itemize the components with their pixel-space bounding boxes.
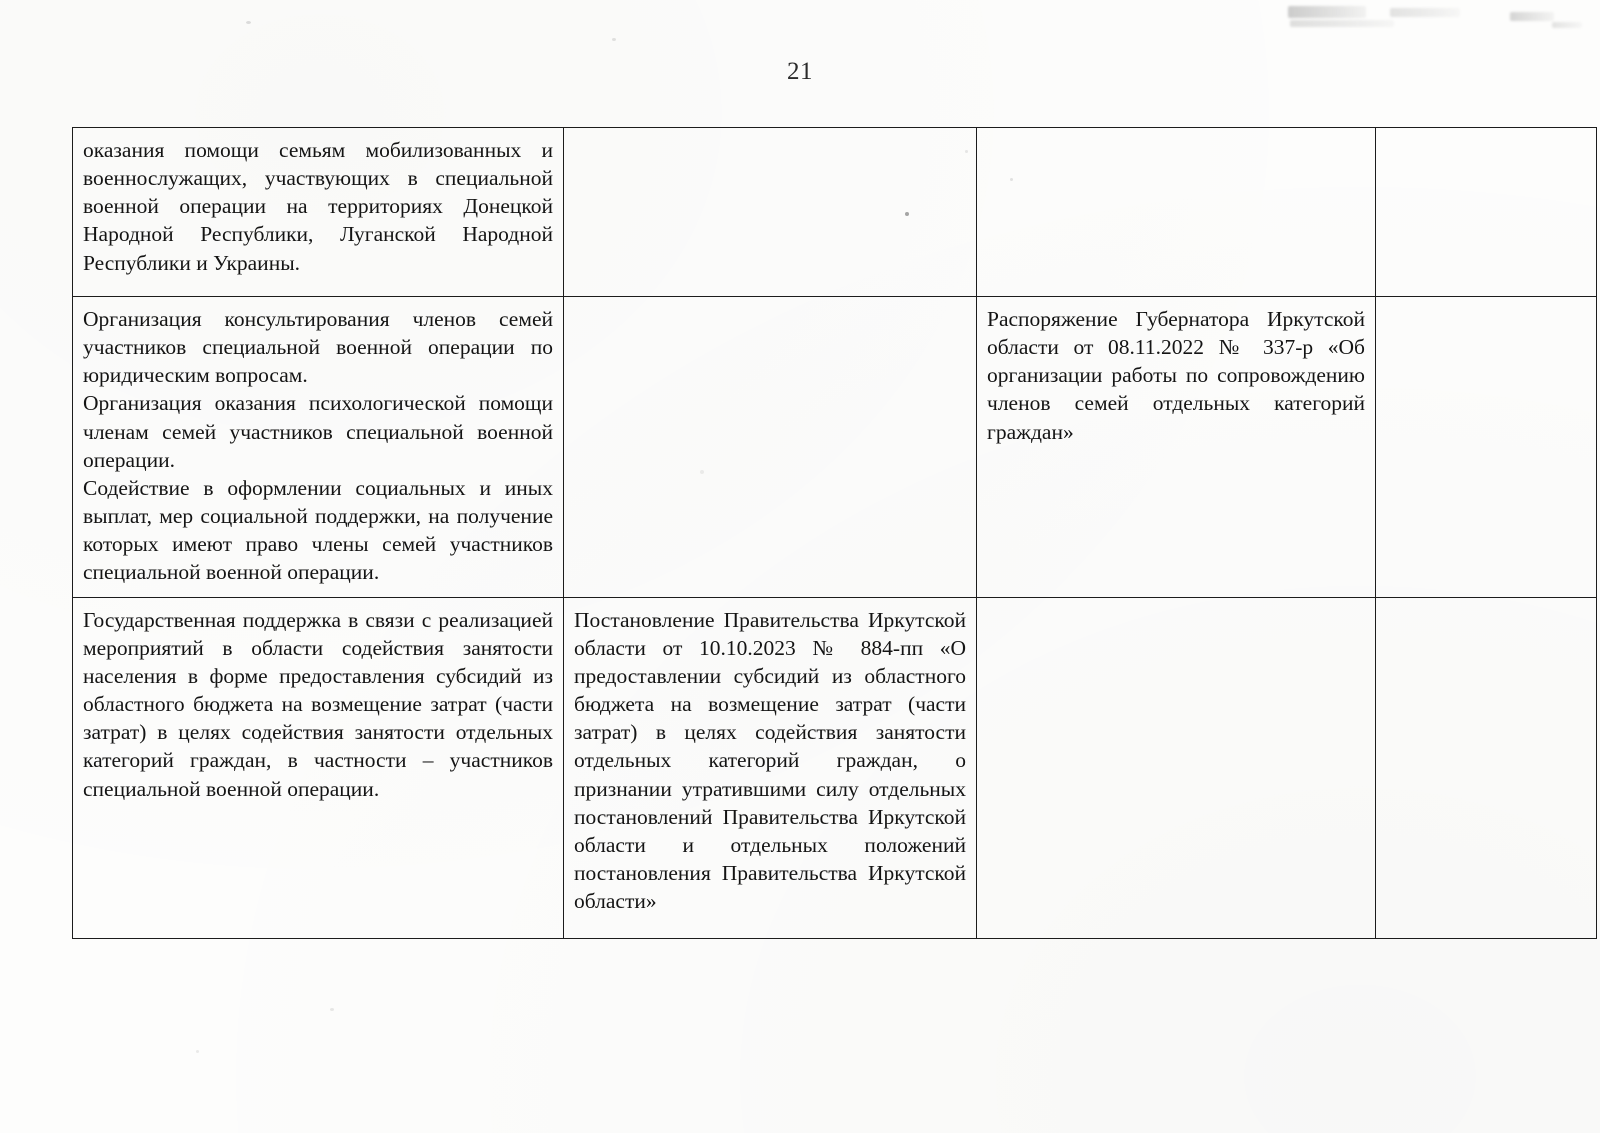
scan-speck <box>612 38 616 41</box>
cell-paragraph: Организация консультирования членов семей участников специальной военной операции по юридическим вопросам. <box>83 307 553 388</box>
table-cell-measure <box>73 297 564 598</box>
scan-smudge <box>1290 20 1394 27</box>
table-cell-measure <box>73 597 564 938</box>
scan-speck <box>196 1050 199 1053</box>
cell-paragraph: оказания помощи семьям мобилизованных и военнослужащих, участвующих в специальной военной операции на территориях Донецкой Народной Республики, Луганской Народной Республики и Украины. <box>83 138 553 275</box>
table-row <box>73 297 1597 598</box>
table-cell-regional-act <box>977 297 1376 598</box>
document-table <box>72 127 1597 939</box>
scan-smudge <box>1390 8 1460 17</box>
scan-smudge <box>1510 12 1554 21</box>
scan-smudge <box>1288 6 1366 18</box>
table-cell-note <box>1376 128 1597 297</box>
table-cell-regional-act <box>977 597 1376 938</box>
cell-paragraph: Организация оказания психологической помощи членам семей участников специальной военной операции. <box>83 391 553 472</box>
cell-paragraph: Содействие в оформлении социальных и иных выплат, мер социальной поддержки, на получение которых имеют право члены семей участников специальной военной операции. <box>83 475 553 585</box>
scan-speck <box>330 1008 334 1011</box>
table-cell-act <box>564 597 977 938</box>
scan-speck <box>246 21 251 24</box>
scan-smudge <box>1552 22 1582 28</box>
table-cell-measure <box>73 128 564 297</box>
table-cell-act <box>564 128 977 297</box>
cell-paragraph: Государственная поддержка в связи с реализацией мероприятий в области содействия занятости населения в форме предоставления субсидий из областного бюджета на возмещение затрат (части затрат) в целях содействия занятости отдельных категорий граждан, в частности – участников специальной военной операции. <box>83 607 553 801</box>
table-cell-act <box>564 297 977 598</box>
table-cell-note <box>1376 597 1597 938</box>
cell-paragraph: Распоряжение Губернатора Иркутской области от 08.11.2022 № 337-р «Об организации работы по сопровождению членов семей отдельных категорий граждан» <box>987 307 1365 444</box>
table-row <box>73 597 1597 938</box>
table-row <box>73 128 1597 297</box>
table-cell-note <box>1376 297 1597 598</box>
page-number: 21 <box>787 58 813 85</box>
table-cell-regional-act <box>977 128 1376 297</box>
cell-paragraph: Постановление Правительства Иркутской области от 10.10.2023 № 884-пп «О предоставлении субсидий из областного бюджета на возмещение затрат (части затрат) в целях содействия занятости отдельных категорий граждан, о признании утратившими силу отдельных постановлений Правительства Иркутской области и отдельных положений постановления Правительства Иркутской области» <box>574 607 966 914</box>
